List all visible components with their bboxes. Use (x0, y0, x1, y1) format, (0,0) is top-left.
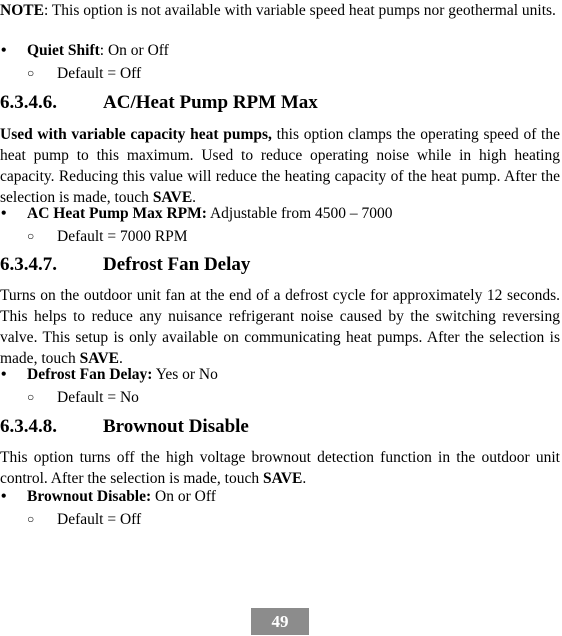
period: . (119, 350, 123, 367)
ac-heat-pump-max-rpm-label: AC Heat Pump Max RPM: (27, 205, 207, 222)
section-6347-paragraph (0, 285, 560, 369)
section-title: Brownout Disable (103, 416, 249, 437)
brownout-disable-label: Brownout Disable: (27, 488, 152, 505)
quiet-shift-label: Quiet Shift (27, 42, 100, 59)
rpm-default: Default = 7000 RPM (57, 228, 188, 245)
section-6347-body: Turns on the outdoor unit fan at the end of a defrost cycle for approximately 12 seconds. This helps to reduce any nuisance refrigerant noise caused by the switching reversing valve. This setup is only available on communicating heat pumps. After the selection is made, touch (0, 287, 560, 367)
ac-heat-pump-max-rpm-value: Adjustable from 4500 – 7000 (206, 205, 393, 222)
defrost-fan-delay-label: Defrost Fan Delay: (27, 366, 153, 383)
bullet-mark: • (1, 366, 7, 383)
section-6346-paragraph (0, 124, 560, 208)
save-keyword: SAVE (263, 470, 303, 487)
period: . (192, 189, 197, 206)
brownout-default: Default = Off (57, 511, 142, 528)
section-title: AC/Heat Pump RPM Max (103, 92, 318, 113)
bullet-mark: • (1, 488, 7, 505)
section-number: 6.3.4.8. (0, 416, 57, 437)
sub-bullet-mark: ○ (27, 229, 35, 243)
section-number: 6.3.4.7. (0, 254, 57, 275)
section-title: Defrost Fan Delay (103, 254, 251, 275)
save-keyword: SAVE (79, 350, 119, 367)
section-6348-body: This option turns off the high voltage brownout detection function in the outdoor unit control. After the selection is made, touch (0, 449, 560, 487)
sub-bullet-mark: ○ (27, 512, 35, 526)
quiet-shift-default: Default = Off (57, 65, 142, 82)
quiet-shift-value: : On or Off (99, 42, 169, 59)
save-keyword: SAVE (152, 189, 193, 206)
defrost-default: Default = No (57, 389, 139, 406)
period: . (302, 470, 307, 487)
section-6346-lead: Used with variable capacity heat pumps, (0, 126, 272, 143)
bullet-mark: • (1, 42, 7, 59)
section-6348-paragraph (0, 447, 560, 489)
sub-bullet-mark: ○ (27, 390, 35, 404)
sub-bullet-mark: ○ (27, 66, 35, 80)
page-number: 49 (251, 608, 309, 635)
section-6346-body: this option clamps the operating speed of the heat pump to this maximum. Used to reduce operating noise while in high heating capacity. Reducing this value will reduce the heating capacity of the heat pump. After the selection is made, touch (0, 126, 560, 206)
note-text: : This option is not available with variable speed heat pumps nor geothermal units. (43, 2, 556, 19)
bullet-mark: • (1, 205, 7, 222)
section-number: 6.3.4.6. (0, 92, 57, 113)
defrost-fan-delay-value: Yes or No (152, 366, 218, 383)
note-paragraph (0, 0, 560, 21)
note-label: NOTE (0, 2, 44, 19)
brownout-disable-value: On or Off (151, 488, 216, 505)
